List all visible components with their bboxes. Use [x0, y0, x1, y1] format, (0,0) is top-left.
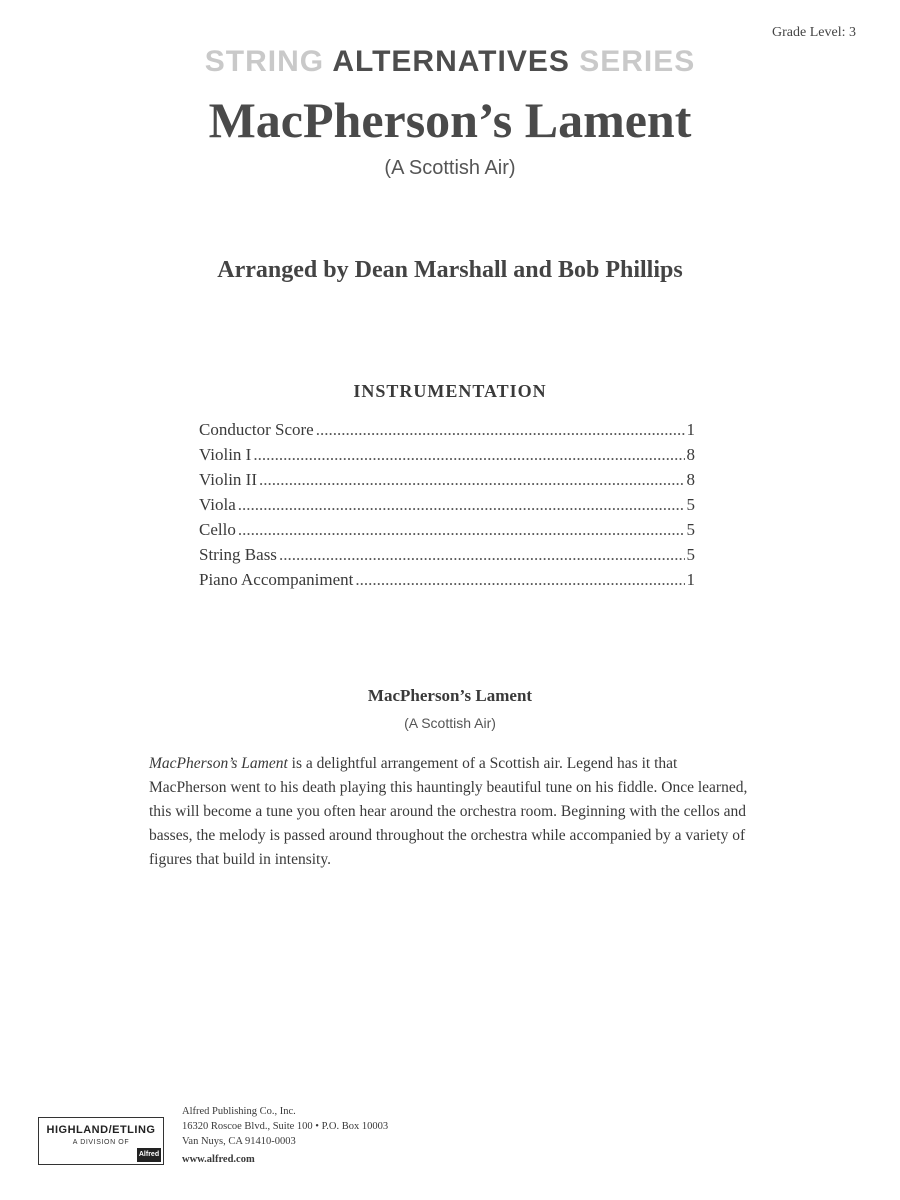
dot-leader: [253, 445, 684, 465]
instrumentation-list: [199, 420, 695, 595]
dot-leader: [259, 470, 685, 490]
program-notes-body: [149, 752, 751, 872]
instrument-name: Cello: [199, 520, 236, 539]
dot-leader: [238, 520, 685, 540]
instrumentation-item: [199, 445, 695, 470]
page-title: MacPherson’s Lament: [208, 92, 692, 148]
instrument-name: Conductor Score: [199, 420, 314, 439]
program-notes-text: is a delightful arrangement of a Scottish air. Legend has it that MacPherson went to his death playing this hauntingly beautiful tune on his fiddle. Once learned, this will become a tune you often hear around the orchestra room. Beginning with the cellos and basses, the melody is passed around throughout the orchestra while accompanied by a variety of figures that build in intensity.: [149, 755, 748, 868]
dot-leader: [279, 545, 685, 565]
publisher-logo: [38, 1117, 164, 1165]
publisher-city: Van Nuys, CA 91410-0003: [182, 1136, 296, 1147]
dot-leader: [238, 495, 685, 515]
instrument-name: String Bass: [199, 545, 277, 564]
instrumentation-heading: INSTRUMENTATION: [353, 381, 547, 401]
instrument-quantity: 8: [686, 445, 695, 464]
instrumentation-item: [199, 520, 695, 545]
series-banner: [0, 44, 900, 80]
series-banner-word-2: ALTERNATIVES: [332, 45, 570, 78]
program-notes-subtitle: (A Scottish Air): [404, 715, 496, 731]
publisher-website: www.alfred.com: [182, 1154, 255, 1165]
instrumentation-item: [199, 470, 695, 495]
page-subtitle: (A Scottish Air): [384, 157, 516, 179]
instrument-quantity: 1: [686, 420, 695, 439]
instrument-quantity: 1: [686, 570, 695, 589]
instrumentation-item: [199, 495, 695, 520]
program-notes-title: MacPherson’s Lament: [367, 686, 533, 705]
instrumentation-item: [199, 420, 695, 445]
dot-leader: [316, 420, 685, 440]
instrumentation-item: [199, 545, 695, 570]
publisher-logo-name: HIGHLAND/ETLING: [46, 1124, 156, 1136]
instrument-quantity: 5: [686, 495, 695, 514]
alfred-logo-icon: Alfred: [137, 1148, 161, 1162]
instrument-name: Viola: [199, 495, 236, 514]
instrument-name: Piano Accompaniment: [199, 570, 354, 589]
grade-level: Grade Level: 3: [772, 25, 856, 40]
arranger-credit: Arranged by Dean Marshall and Bob Phillips: [217, 257, 683, 283]
instrument-quantity: 8: [686, 470, 695, 489]
publisher-address: [182, 1104, 388, 1167]
instrument-name: Violin I: [199, 445, 252, 464]
series-banner-word-3: SERIES: [579, 45, 696, 78]
instrumentation-item: [199, 570, 695, 595]
publisher-street: 16320 Roscoe Blvd., Suite 100 • P.O. Box 10003: [182, 1121, 389, 1132]
instrument-name: Violin II: [199, 470, 257, 489]
series-banner-word-1: STRING: [204, 45, 325, 78]
publisher-logo-division: A DIVISION OF: [72, 1139, 130, 1146]
publisher-name: Alfred Publishing Co., Inc.: [182, 1106, 296, 1117]
instrument-quantity: 5: [686, 545, 695, 564]
dot-leader: [355, 570, 684, 590]
program-notes-title-reference: MacPherson’s Lament: [149, 755, 288, 772]
instrument-quantity: 5: [686, 520, 695, 539]
